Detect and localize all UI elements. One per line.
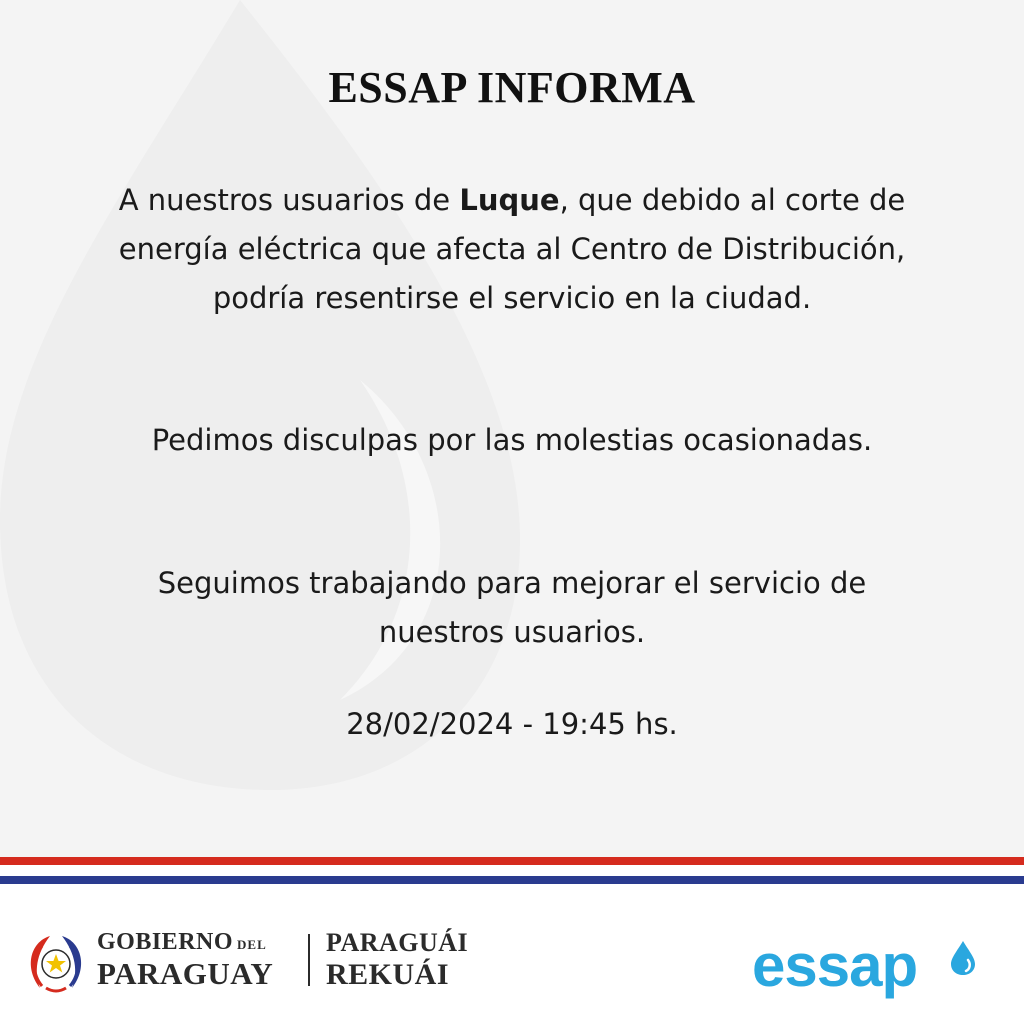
paragraph-text-before: A nuestros usuarios de [118, 183, 460, 217]
essap-logo: essap [752, 932, 918, 999]
paraguay-coat-of-arms-icon [20, 928, 92, 1000]
paragraph-text-after: , que debido al corte de energía eléctrica que afecta al Centro de Distribución, podría resentirse el servicio en la ciudad. [118, 183, 906, 315]
flag-stripe-white [0, 865, 1024, 876]
footer-divider [308, 934, 310, 986]
government-slogan [326, 930, 468, 990]
notice-paragraph-affected-users [100, 176, 924, 323]
notice-datetime: 28/02/2024 - 19:45 hs. [346, 707, 678, 741]
city-name: Luque [459, 183, 560, 217]
footer [0, 884, 1024, 1024]
government-line1: GOBIERNO [97, 929, 234, 955]
government-line2: PARAGUAY [97, 956, 274, 991]
government-wordmark [97, 930, 273, 989]
slogan-line2: REKUÁI [326, 958, 450, 991]
flag-stripe-red [0, 857, 1024, 865]
notice-paragraph-apology: Pedimos disculpas por las molestias ocasionadas. [151, 423, 873, 457]
flag-stripe-blue [0, 876, 1024, 884]
notice-title: ESSAP INFORMA [328, 63, 696, 112]
water-drop-icon [948, 940, 978, 976]
government-line1-small: DEL [237, 937, 267, 952]
slogan-line1: PARAGUÁI [326, 928, 469, 957]
notice-paragraph-commitment: Seguimos trabajando para mejorar el servicio de nuestros usuarios. [157, 566, 867, 649]
